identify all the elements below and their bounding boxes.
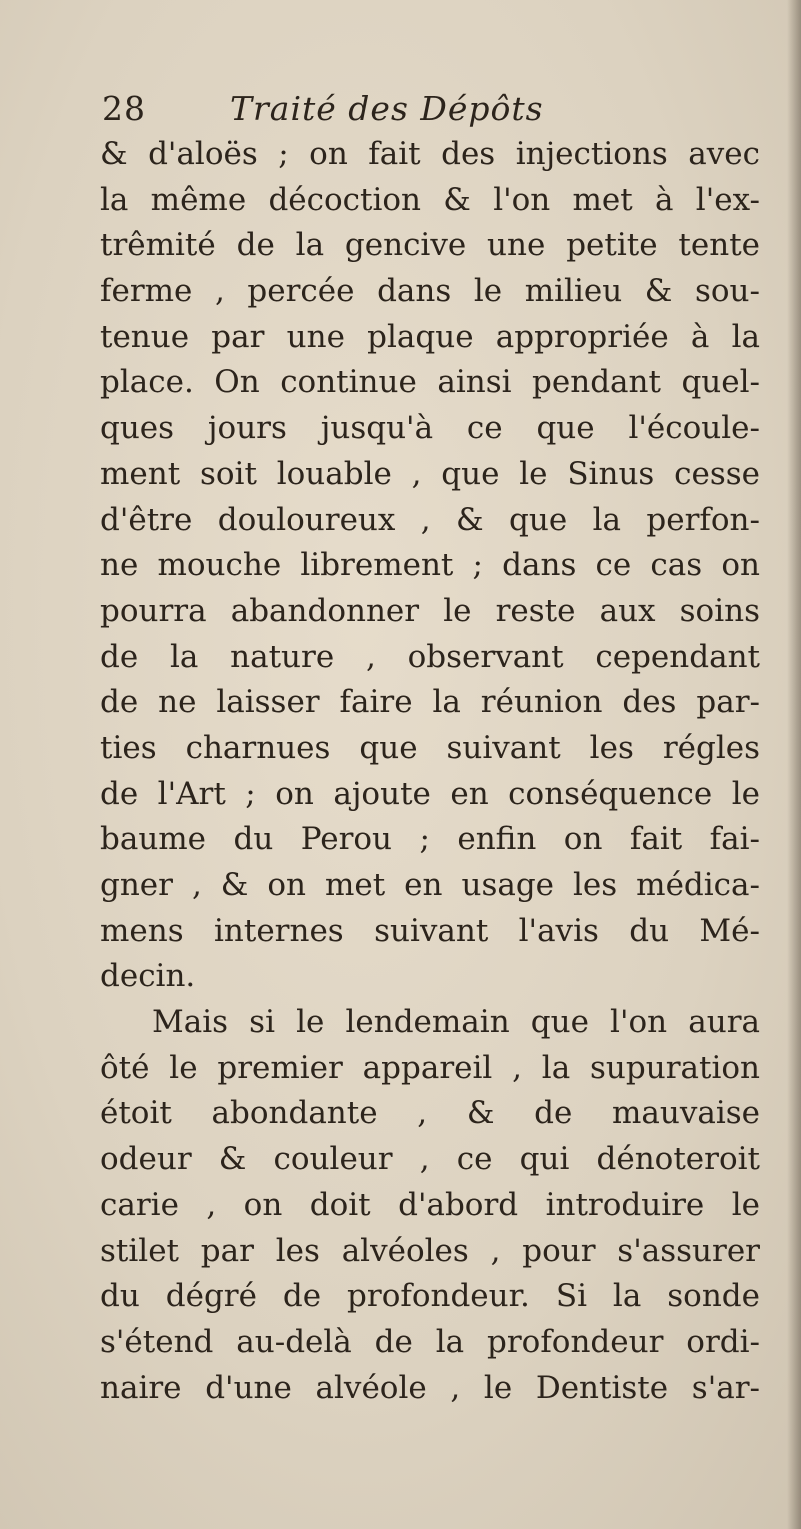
text-line: ques jours jusqu'à ce que l'écoule- [100,410,760,447]
body-text [100,132,760,1411]
running-title: Traité des Dépôts [230,89,544,128]
text-line: place. On continue ainsi pendant quel- [100,364,760,401]
text-line: ne mouche librement ; dans ce cas on [100,547,760,584]
text-line: de la nature , observant cependant [100,638,760,675]
text-line: baume du Perou ; enfin on fait fai- [100,821,760,858]
text-line: s'étend au-delà de la profondeur ordi- [100,1323,760,1360]
text-line: stilet par les alvéoles , pour s'assurer [100,1232,760,1269]
text-line: ment soit louable , que le Sinus cesse [100,455,760,492]
text-line: & d'aloës ; on fait des injections avec [100,136,760,172]
text-line: ôté le premier appareil , la supuration [100,1049,760,1086]
text-line: de l'Art ; on ajoute en conséquence le [100,775,760,812]
page-edge-shadow [787,0,801,1529]
text-line: ties charnues que suivant les régles [100,729,760,766]
text-line: naire d'une alvéole , le Dentiste s'ar- [100,1369,760,1406]
text-line: de ne laisser faire la réunion des par- [100,684,760,721]
text-line: tenue par une plaque appropriée à la [100,318,760,355]
page-header [102,84,702,134]
page-number: 28 [102,89,146,128]
text-line: ferme , percée dans le milieu & sou- [100,273,760,310]
text-line: odeur & couleur , ce qui dénoteroit [100,1141,760,1178]
text-line: du dégré de profondeur. Si la sonde [100,1278,760,1315]
text-line: pourra abandonner le reste aux soins [100,592,760,629]
text-line: trêmité de la gencive une petite tente [100,227,760,264]
text-line: Mais si le lendemain que l'on aura [152,1004,760,1041]
text-line: carie , on doit d'abord introduire le [100,1186,760,1223]
text-line: étoit abondante , & de mauvaise [100,1095,760,1132]
text-line: decin. [100,958,196,995]
text-line: mens internes suivant l'avis du Mé- [100,912,760,949]
text-line: la même décoction & l'on met à l'ex- [100,181,760,218]
text-line: d'être douloureux , & que la perfon- [100,501,760,538]
text-line: gner , & on met en usage les médica- [100,867,760,903]
